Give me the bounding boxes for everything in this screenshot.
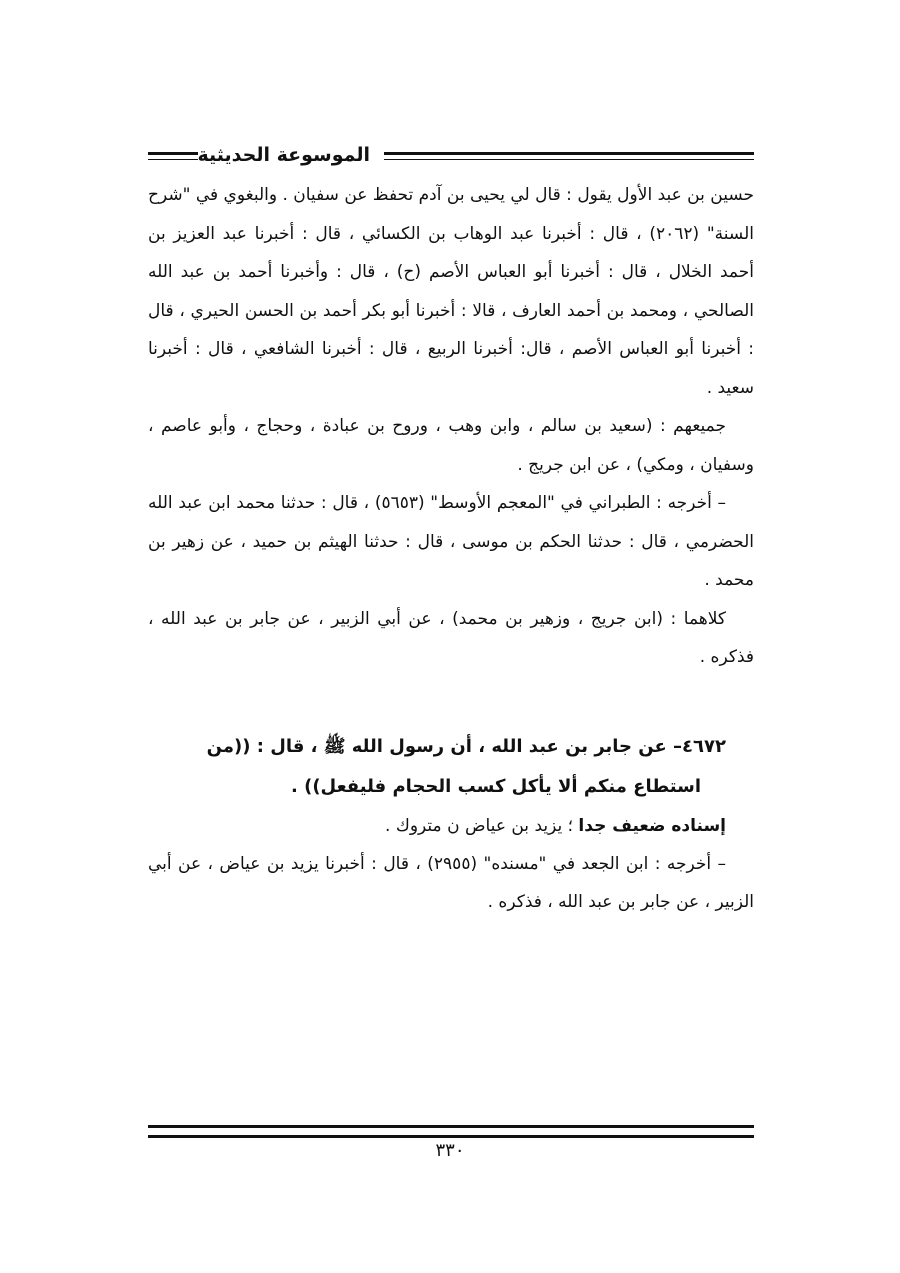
paragraph-kilahuma: كلاهما : (ابن جريج ، وزهير بن محمد) ، عن أبي الزبير ، عن جابر بن عبد الله ، فذكره . (148, 608, 754, 667)
running-header (148, 142, 754, 172)
isnad-grade-bold: إسناده ضعيف جدا (578, 815, 726, 836)
page-body (148, 176, 754, 922)
paragraph-jamiuhum: جميعهم : (سعيد بن سالم ، وابن وهب ، وروح بن عبادة ، وحجاج ، وأبو عاصم ، وسفيان ، ومكي) ، عن ابن جريج . (148, 416, 754, 475)
hadith-text-line-2: استطاع منكم ألا يأكل كسب الحجام فليفعل)) . (291, 775, 701, 797)
header-title: الموسوعة الحديثية (197, 144, 370, 166)
paragraph-takhrij-tabarani: – أخرجه : الطبراني في "المعجم الأوسط" (٥٦٥٣) ، قال : حدثنا محمد ابن عبد الله الحضرمي ، قال : حدثنا الحكم بن موسى ، قال : حدثنا الهيثم بن حميد ، عن زهير بن محمد . (148, 493, 754, 590)
footer-rule (148, 1125, 754, 1138)
isnad-grade-note: ؛ يزيد بن عياض ن متروك . (385, 815, 579, 836)
section-gap (148, 677, 754, 727)
paragraph-takhrij-ibn-jad: – أخرجه : ابن الجعد في "مسنده" (٢٩٥٥) ، قال : أخبرنا يزيد بن عياض ، عن أبي الزبير ، عن جابر بن عبد الله ، فذكره . (148, 853, 754, 912)
header-rule-right (384, 152, 754, 160)
page-number: ٣٣٠ (435, 1140, 465, 1161)
header-rule-left (148, 152, 198, 160)
isnad-grade (148, 807, 754, 845)
hadith-text-line-1: ٤٦٧٢– عن جابر بن عبد الله ، أن رسول الله ﷺ ، قال : ((من (206, 735, 726, 757)
paragraph-takhrij-1: حسين بن عبد الأول يقول : قال لي يحيى بن آدم تحفظ عن سفيان . والبغوي في "شرح السنة" (٢٠٦٢) ، قال : أخبرنا عبد الوهاب بن الكسائي ، قال : أخبرنا عبد العزيز بن أحمد الخلال ، قال : أخبرنا أبو العباس الأصم (ح) ، قال : وأخبرنا أحمد بن عبد الله الصالحي ، ومحمد بن أحمد العارف ، قالا : أخبرنا أبو بكر أحمد بن الحسن الحيري ، قال : أخبرنا أبو العباس الأصم ، قال: أخبرنا الربيع ، قال : أخبرنا الشافعي ، قال : أخبرنا سعيد . (148, 185, 754, 398)
